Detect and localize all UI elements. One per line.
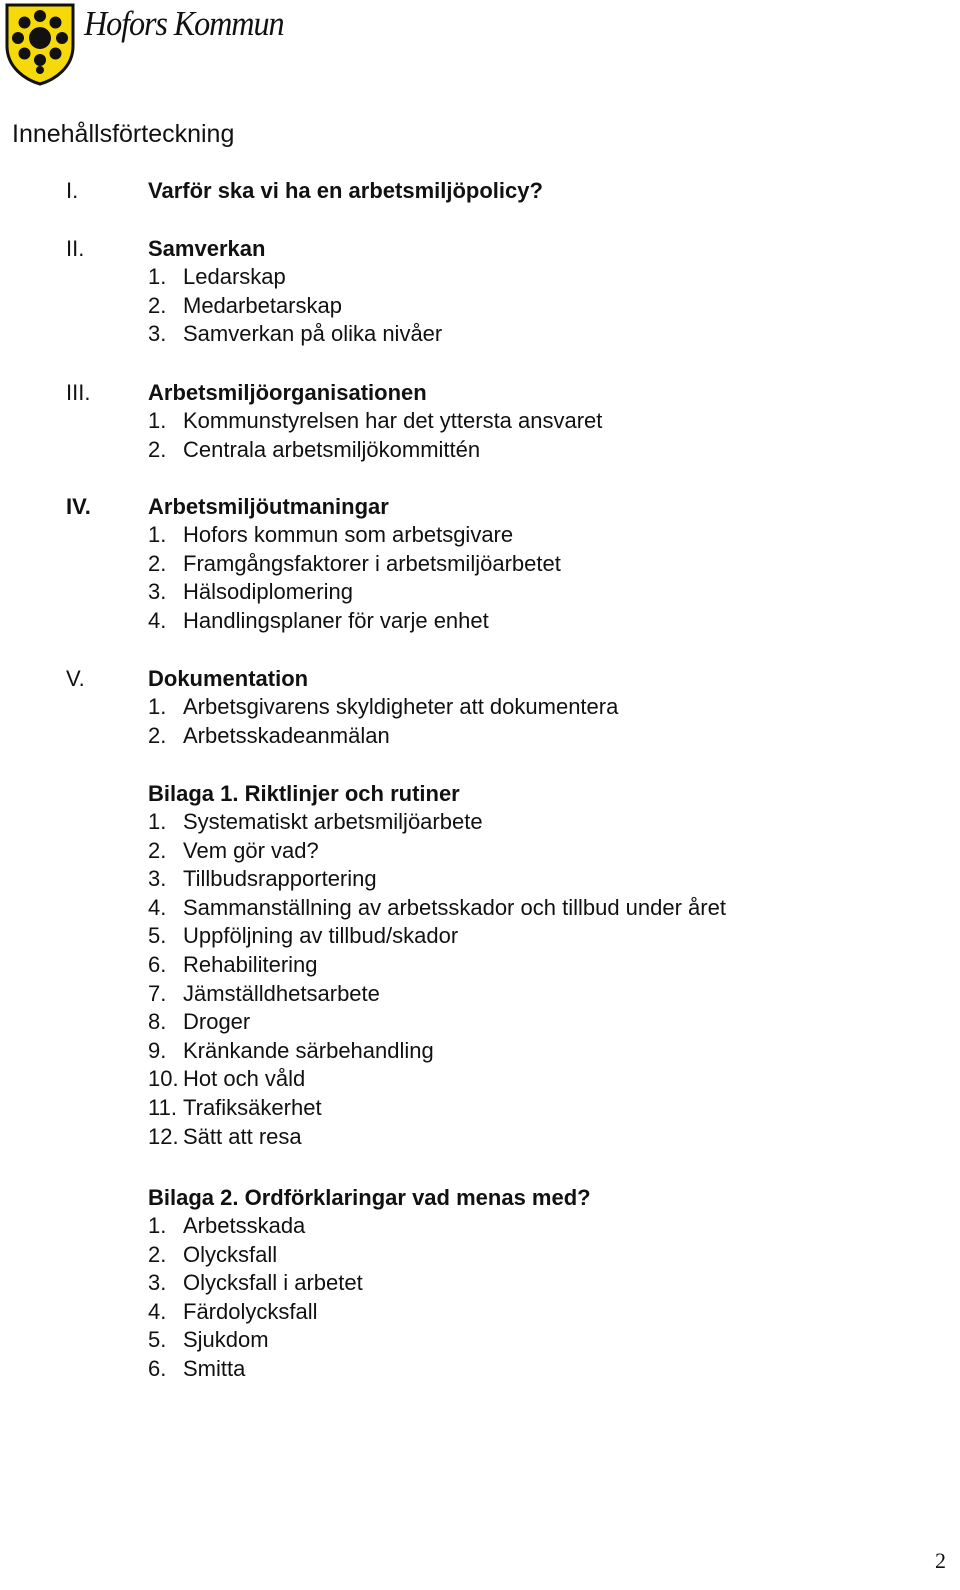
list-item: 3. Samverkan på olika nivåer [148, 321, 443, 347]
organization-name: Hofors Kommun [84, 4, 284, 43]
list-item: 3. Olycksfall i arbetet [148, 1270, 363, 1296]
section-numeral: II. [66, 236, 85, 261]
list-item: 1. Arbetsskada [148, 1213, 306, 1238]
section-title: Dokumentation [148, 666, 309, 691]
section-numeral: III. [66, 380, 91, 405]
section-numeral: I. [66, 178, 79, 203]
list-item: 4. Handlingsplaner för varje enhet [148, 607, 489, 633]
appendix-title: Bilaga 2. Ordförklaringar vad menas med? [148, 1185, 591, 1210]
list-item: 2. Medarbetarskap [148, 292, 342, 318]
list-item: 6. Rehabilitering [148, 951, 318, 977]
list-item: 1. Systematiskt arbetsmiljöarbete [148, 809, 483, 834]
section-title: Arbetsmiljöorganisationen [148, 380, 427, 405]
list-item: 4. Sammanställning av arbetsskador och tillbud under året [148, 894, 726, 920]
hofors-coat-of-arms-icon [4, 2, 76, 86]
list-item: 12. Sätt att resa [148, 1123, 302, 1149]
list-item: 3. Hälsodiplomering [148, 579, 353, 605]
section-numeral: IV. [66, 494, 91, 519]
list-item: 4. Färdolycksfall [148, 1298, 318, 1324]
list-item: 11. Trafiksäkerhet [148, 1094, 322, 1120]
list-item: 2. Framgångsfaktorer i arbetsmiljöarbetet [148, 550, 561, 576]
list-item: 5. Uppföljning av tillbud/skador [148, 923, 459, 949]
section-numeral: V. [66, 666, 85, 691]
section-title: Arbetsmiljöutmaningar [148, 494, 389, 519]
list-item: 5. Sjukdom [148, 1327, 269, 1353]
list-item: 1. Ledarskap [148, 264, 286, 289]
toc-title: Innehållsförteckning [12, 120, 235, 148]
list-item: 10. Hot och våld [148, 1066, 306, 1092]
list-item: 1. Arbetsgivarens skyldigheter att dokumentera [148, 694, 619, 719]
list-item: 1. Kommunstyrelsen har det yttersta ansvaret [148, 408, 603, 433]
section-title: Varför ska vi ha en arbetsmiljöpolicy? [148, 178, 543, 203]
list-item: 9. Kränkande särbehandling [148, 1037, 434, 1063]
list-item: 2. Olycksfall [148, 1241, 278, 1267]
list-item: 1. Hofors kommun som arbetsgivare [148, 522, 514, 547]
page-number: 2 [935, 1548, 946, 1573]
list-item: 2. Arbetsskadeanmälan [148, 722, 390, 748]
list-item: 6. Smitta [148, 1355, 246, 1381]
list-item: 3. Tillbudsrapportering [148, 866, 377, 892]
appendix-title: Bilaga 1. Riktlinjer och rutiner [148, 781, 460, 806]
list-item: 2. Vem gör vad? [148, 837, 319, 863]
list-item: 7. Jämställdhetsarbete [148, 980, 380, 1006]
list-item: 2. Centrala arbetsmiljökommittén [148, 436, 481, 462]
section-title: Samverkan [148, 236, 266, 261]
list-item: 8. Droger [148, 1009, 251, 1035]
page-header [4, 2, 301, 86]
